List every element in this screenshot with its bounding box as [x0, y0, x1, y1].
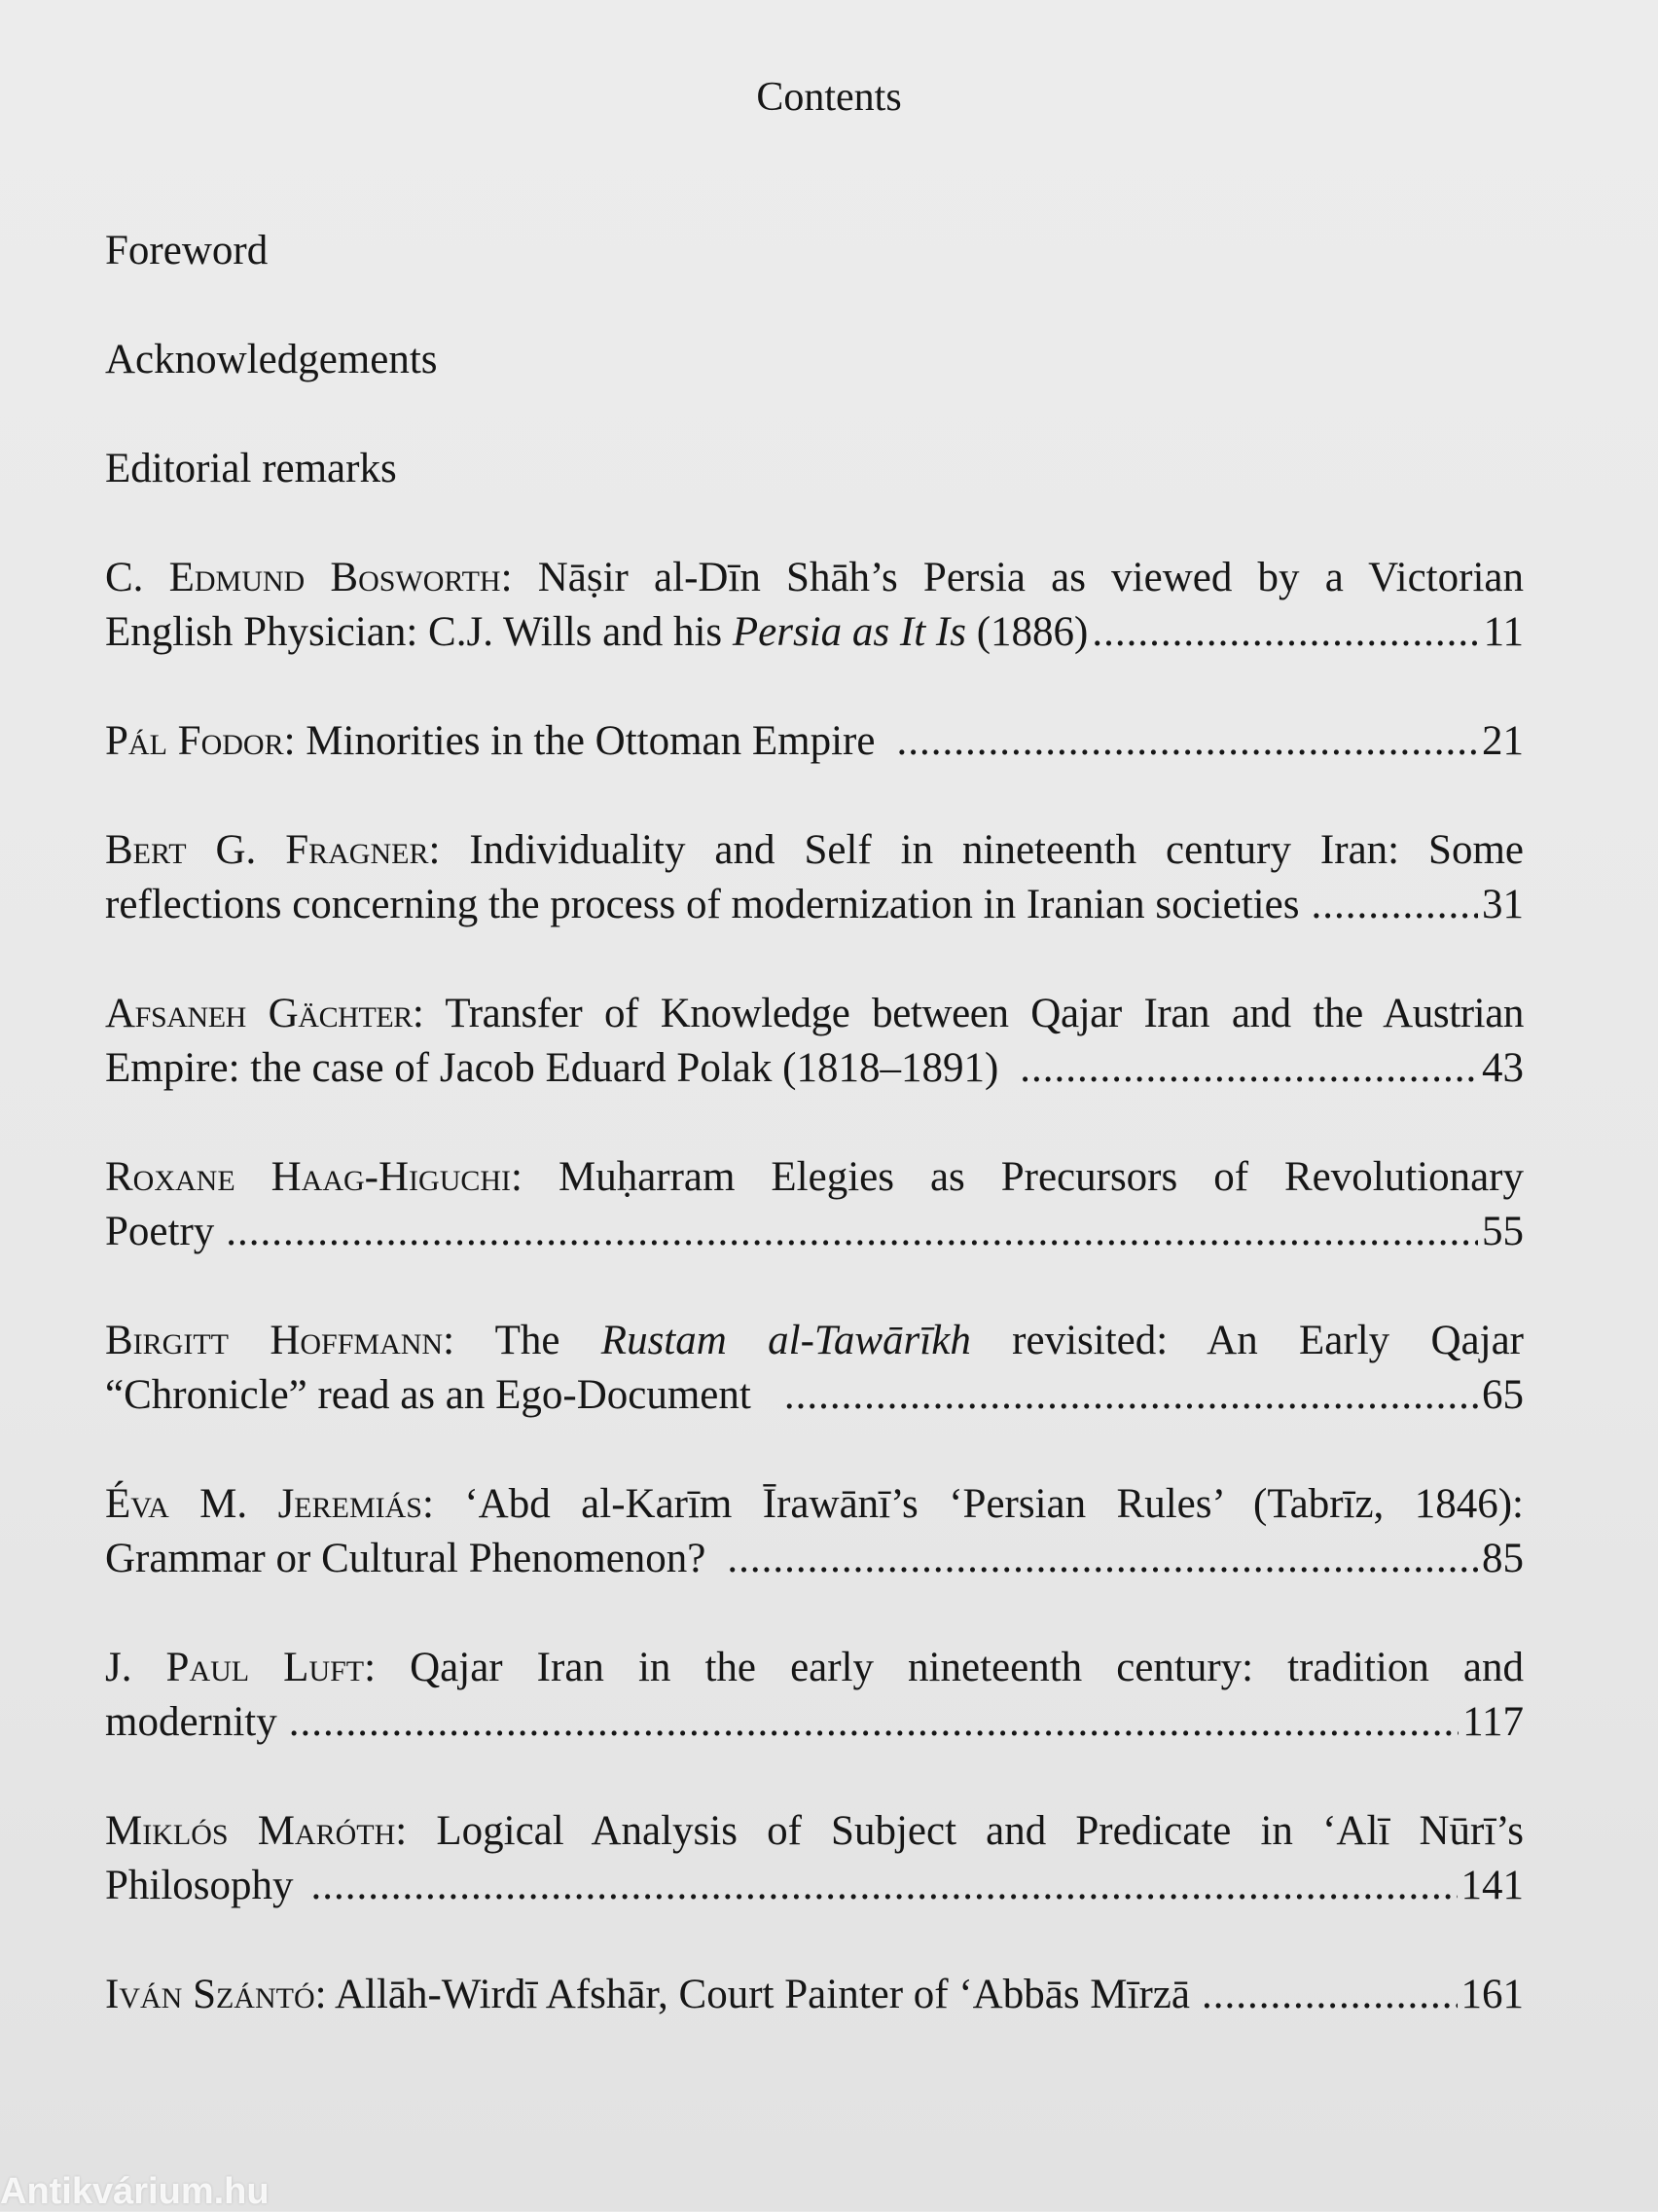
toc-foreword: Foreword	[105, 228, 269, 273]
entry-title: : Qajar Iran in the early nineteenth century: tradition and	[364, 1645, 1524, 1690]
dot-leader	[896, 714, 1478, 769]
entry-title: : Muḥarram Elegies as Precursors of Revolutionary	[511, 1154, 1524, 1200]
table-of-contents	[105, 224, 1524, 2077]
toc-entry	[105, 1804, 1524, 1913]
entry-line	[105, 1695, 1524, 1750]
toc-entry	[105, 714, 1524, 769]
entry-line	[105, 714, 1524, 769]
entry-author: Iván Szántó	[105, 1972, 315, 2017]
entry-author: Éva M. Jeremiás	[105, 1481, 422, 1527]
entry-title: : Logical Analysis of Subject and Predicate in ‘Alī Nūrī’s	[395, 1808, 1524, 1854]
entry-title: : The Rustam al-Tawārīkh revisited: An Early Qajar	[443, 1318, 1524, 1363]
entry-author: Birgitt Hoffmann	[105, 1318, 444, 1363]
dot-leader	[226, 1205, 1478, 1259]
entry-title: : Nāṣir al-Dīn Shāh’s Persia as viewed by a Victorian	[500, 555, 1524, 600]
entry-title: : Individuality and Self in nineteenth century Iran: Some	[428, 827, 1524, 873]
dot-leader	[1202, 1968, 1458, 2022]
dot-leader	[289, 1695, 1459, 1750]
toc-entry	[105, 1314, 1524, 1423]
entry-title: Pál Fodor: Minorities in the Ottoman Empire	[105, 718, 876, 764]
entry-line	[105, 1641, 1524, 1695]
entry-line	[105, 1205, 1524, 1259]
dot-leader	[1020, 1041, 1478, 1096]
entry-line	[105, 1314, 1524, 1368]
toc-entry	[105, 1477, 1524, 1586]
entry-author: Pál Fodor	[105, 718, 284, 764]
entry-title: “Chronicle” read as an Ego-Document	[105, 1372, 751, 1418]
entry-line	[105, 1859, 1524, 1913]
entry-line	[105, 605, 1524, 660]
entry-title: modernity	[105, 1699, 277, 1745]
entry-page-number: 11	[1483, 609, 1524, 655]
entry-line	[105, 1532, 1524, 1586]
entry-page-number: 21	[1482, 718, 1524, 764]
entry-line	[105, 823, 1524, 878]
dot-leader	[1311, 878, 1478, 932]
entry-title: : ‘Abd al-Karīm Īrawānī’s ‘Persian Rules’ (Tabrīz, 1846):	[421, 1481, 1525, 1527]
entry-line	[105, 1477, 1524, 1532]
entry-page-number: 141	[1460, 1863, 1524, 1908]
entry-author: Bert G. Fragner	[105, 827, 429, 873]
dot-leader	[727, 1532, 1478, 1586]
entry-author: C. Edmund Bosworth	[105, 555, 501, 600]
entry-line	[105, 551, 1524, 605]
entry-author: Miklós Maróth	[105, 1808, 396, 1854]
toc-editorial-remarks: Editorial remarks	[105, 446, 397, 491]
toc-entry	[105, 551, 1524, 660]
entry-page-number: 161	[1460, 1972, 1524, 2017]
toc-entry	[105, 1968, 1524, 2022]
toc-acknowledgements: Acknowledgements	[105, 337, 438, 382]
entry-line	[105, 1368, 1524, 1423]
entry-line	[105, 878, 1524, 932]
toc-entry	[105, 823, 1524, 932]
entry-page-number: 31	[1482, 882, 1524, 927]
toc-entry	[105, 1150, 1524, 1259]
entry-page-number: 85	[1482, 1536, 1524, 1581]
entry-title: Iván Szántó: Allāh-Wirdī Afshār, Court Painter of ‘Abbās Mīrzā	[105, 1972, 1190, 2017]
entry-author: Afsaneh Gächter	[105, 991, 413, 1036]
entry-title: English Physician: C.J. Wills and his Persia as It Is (1886)	[105, 609, 1089, 655]
entry-page-number: 43	[1482, 1045, 1524, 1091]
watermark: Antikvárium.hu	[0, 2171, 270, 2212]
entry-line	[105, 1150, 1524, 1205]
dot-leader	[1092, 605, 1479, 660]
entry-line	[105, 1804, 1524, 1859]
entry-title: : Transfer of Knowledge between Qajar Iran and the Austrian	[412, 991, 1524, 1036]
dot-leader	[784, 1368, 1478, 1423]
entry-title: Philosophy	[105, 1863, 294, 1908]
entry-page-number: 117	[1462, 1699, 1524, 1745]
page-title: Contents	[756, 75, 902, 120]
entry-page-number: 55	[1482, 1209, 1524, 1254]
toc-entry	[105, 987, 1524, 1096]
entry-title: Grammar or Cultural Phenomenon?	[105, 1536, 706, 1581]
entry-title: Empire: the case of Jacob Eduard Polak (1818–1891)	[105, 1045, 999, 1091]
entry-author: Roxane Haag-Higuchi	[105, 1154, 512, 1200]
entry-author: J. Paul Luft	[105, 1645, 365, 1690]
entry-title: reflections concerning the process of modernization in Iranian societies	[105, 882, 1300, 927]
entry-title: Poetry	[105, 1209, 215, 1254]
toc-entry	[105, 1641, 1524, 1750]
entry-line	[105, 987, 1524, 1041]
entry-line	[105, 1041, 1524, 1096]
entry-line	[105, 1968, 1524, 2022]
entry-page-number: 65	[1482, 1372, 1524, 1418]
dot-leader	[311, 1859, 1458, 1913]
